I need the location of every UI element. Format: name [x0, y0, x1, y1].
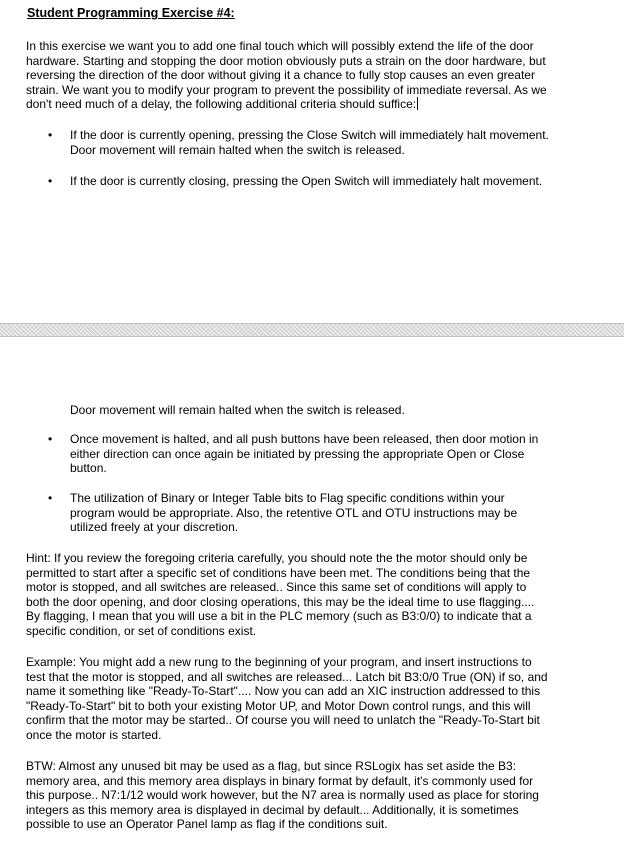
bullet-line: utilized freely at your discretion.: [70, 520, 239, 535]
paragraph-line: memory area, and this memory area displays in binary format by default, it's commonly used for: [26, 773, 534, 788]
bullet-glyph: •: [48, 174, 53, 188]
bullet-line: Door movement will remain halted when the switch is released.: [70, 142, 405, 157]
bullet-text: [70, 432, 538, 476]
paragraph-line: this purpose.. N7:1/12 would work however, but the N7 area is normally used as place for storing: [26, 788, 539, 803]
paragraph-line: Example: You might add a new rung to the beginning of your program, and insert instructions to: [26, 655, 532, 669]
paragraph-line: confirm that the motor may be started.. Of course you will need to unlatch the "Ready-To-Start bit: [26, 713, 540, 728]
continuation-line: [70, 403, 590, 418]
btw-paragraph: [26, 759, 604, 832]
bullet-text: [70, 128, 549, 157]
paragraph-line: permitted to start after a specific set of conditions have been met. The conditions being that the: [26, 565, 531, 580]
document-page-2: [0, 337, 624, 848]
paragraph-line: BTW: Almost any unused bit may be used as a flag, but since RSLogix has set aside the B3:: [26, 759, 517, 773]
exercise-title: Student Programming Exercise #4:: [27, 6, 235, 20]
paragraph-line: possible to use an Operator Panel lamp as flag if the conditions suit.: [26, 817, 388, 832]
paragraph-line: "Ready-To-Start" bit to both your existing Motor UP, and Motor Down control rungs, and this will: [26, 698, 531, 713]
hint-paragraph: [26, 551, 604, 639]
document-page-1: [0, 0, 624, 323]
bullet-line: program would be appropriate. Also, the retentive OTL and OTU instructions may be: [70, 505, 518, 520]
paragraph-line: By flagging, I mean that you will use a bit in the PLC memory (such as B3:0/0) to indicate that a: [26, 609, 532, 624]
bullet-glyph: •: [48, 491, 53, 505]
bullet-glyph: •: [48, 432, 53, 446]
paragraph-line: both the door opening, and door closing operations, this may be the ideal time to use flagging....: [26, 594, 535, 609]
paragraph-line: test that the motor is stopped, and all switches are released... Latch bit B3:0/0 True (ON) if so, and: [26, 669, 548, 684]
text-cursor: [417, 97, 418, 110]
bullet-line: Once movement is halted, and all push buttons have been released, then door motion in: [70, 432, 539, 446]
example-paragraph: [26, 655, 604, 743]
paragraph-line: hardware. Starting and stopping the door motion obviously puts a strain on the door hardware, but: [26, 53, 546, 68]
paragraph-line-text: don't need much of a delay, the following additional criteria should suffice:: [26, 97, 417, 112]
paragraph-line: integers as this memory area is displayed in decimal by default... Additionally, it is sometimes: [26, 802, 519, 817]
bullet-text: [70, 491, 517, 535]
paragraph-line: Door movement will remain halted when the switch is released.: [70, 403, 405, 417]
bullet-glyph: •: [48, 128, 53, 142]
paragraph-line: strain. We want you to modify your program to prevent the possibility of immediate reversal. As we: [26, 82, 547, 97]
paragraph-line: reversing the direction of the door without giving it a chance to fully stop causes an even greater: [26, 68, 535, 83]
bullet-text: [70, 174, 542, 189]
bullet-line: The utilization of Binary or Integer Table bits to Flag specific conditions within your: [70, 491, 505, 505]
bullet-line: If the door is currently opening, pressing the Close Switch will immediately halt movement.: [70, 128, 549, 142]
paragraph-line: [26, 97, 604, 112]
paragraph-line: In this exercise we want you to add one final touch which will possibly extend the life of the door: [26, 39, 534, 53]
paragraph-line: specific condition, or set of conditions exist.: [26, 623, 257, 638]
intro-paragraph: [26, 39, 604, 112]
paragraph-line: name it something like "Ready-To-Start".... Now you can add an XIC instruction addressed to this: [26, 684, 541, 699]
bullet-line: If the door is currently closing, pressing the Open Switch will immediately halt movement.: [70, 174, 543, 188]
paragraph-line: Hint: If you review the foregoing criteria carefully, you should note the the motor should only be: [26, 551, 528, 565]
paragraph-line: once the motor is started.: [26, 727, 162, 742]
bullet-line: button.: [70, 461, 107, 476]
bullet-line: either direction can once again be initiated by pressing the appropriate Open or Close: [70, 446, 525, 461]
paragraph-line: motor is stopped, and all switches are released.. Since this same set of conditions will apply to: [26, 580, 527, 595]
page-break-separator: [0, 323, 624, 337]
